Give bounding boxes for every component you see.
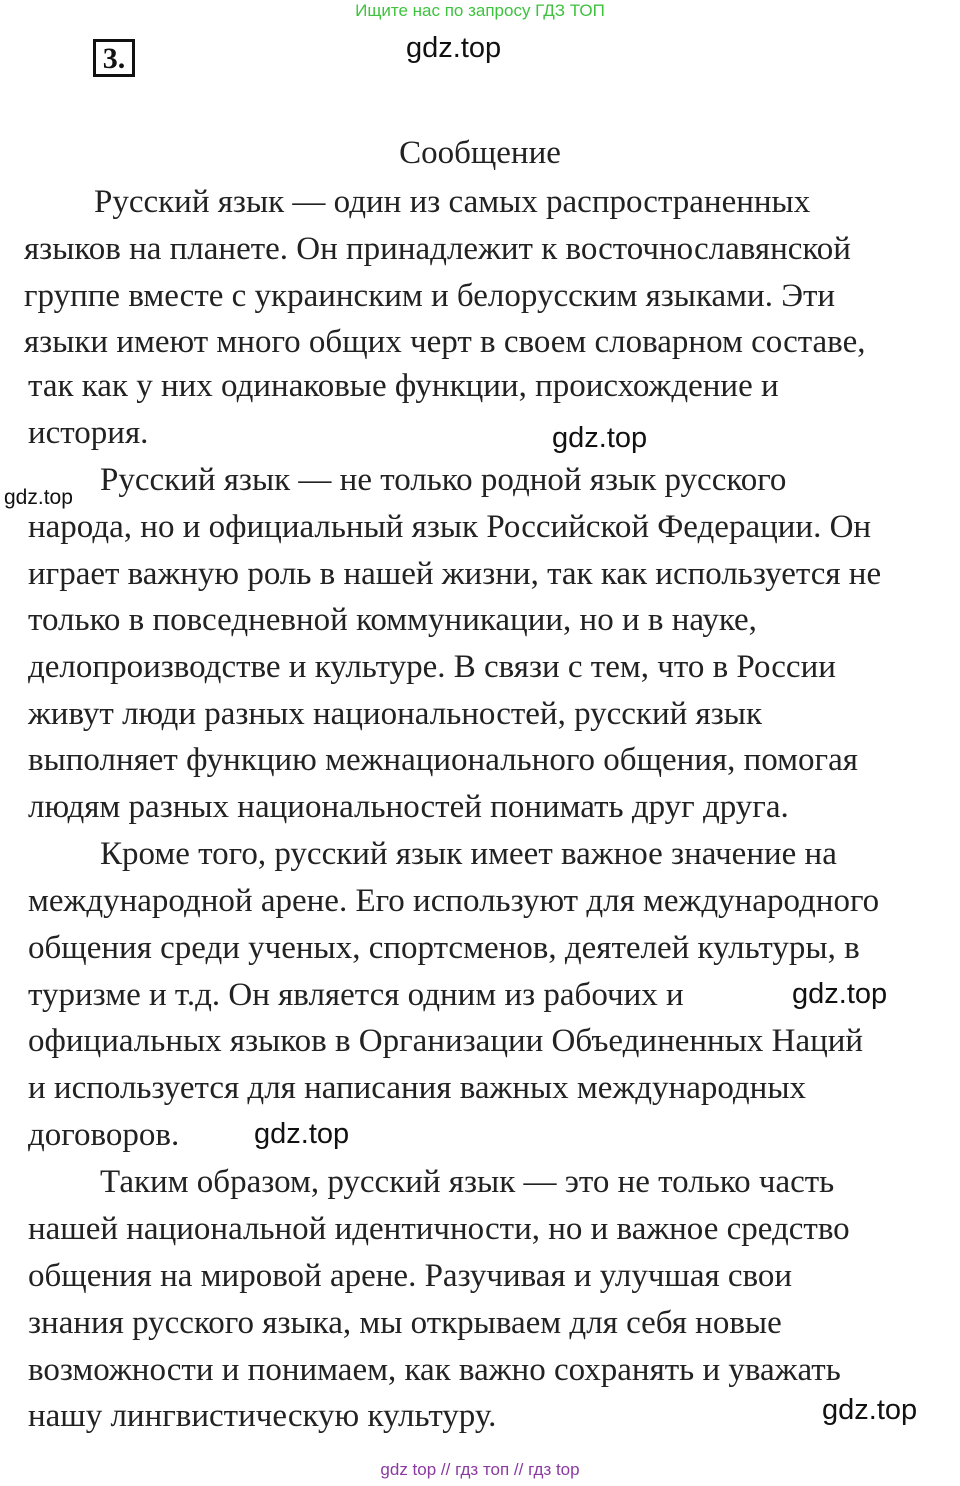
essay-line: договоров. (28, 1117, 180, 1153)
essay-line: делопроизводстве и культуре. В связи с тем, что в России (28, 649, 836, 685)
essay-line: только в повседневной коммуникации, но и в науке, (28, 602, 757, 638)
watermark-mid: gdz.top (552, 422, 648, 454)
essay-line: играет важную роль в нашей жизни, так как используется не (28, 556, 882, 592)
essay-line: и используется для написания важных международных (28, 1070, 807, 1106)
essay-line: история. (28, 415, 149, 451)
essay-line: официальных языков в Организации Объединенных Наций (28, 1023, 864, 1059)
watermark-bottom: gdz.top (822, 1394, 918, 1426)
footer-text: gdz top // гдз топ // гдз top (380, 1460, 580, 1479)
essay-line: туризме и т.д. Он является одним из рабочих и (28, 977, 684, 1013)
essay-line: Русский язык — один из самых распространенных (94, 184, 811, 220)
essay-line: выполняет функцию межнационального общения, помогая (28, 742, 858, 778)
essay-line: общения на мировой арене. Разучивая и улучшая свои (28, 1258, 793, 1294)
watermark-right: gdz.top (792, 978, 888, 1010)
essay-line: международной арене. Его используют для международного (28, 883, 880, 919)
essay-line: Кроме того, русский язык имеет важное значение на (100, 836, 837, 872)
watermark-lower: gdz.top (254, 1118, 350, 1150)
essay-title: Сообщение (399, 135, 561, 171)
top-banner-text: Ищите нас по запросу ГДЗ ТОП (355, 1, 605, 20)
watermark-top: gdz.top (406, 32, 502, 64)
essay-line: Русский язык — не только родной язык русского (100, 462, 787, 498)
essay-line: группе вместе с украинским и белорусским языками. Эти (24, 278, 836, 314)
essay-line: языки имеют много общих черт в своем словарном составе, (24, 324, 866, 360)
essay-line: общения среди ученых, спортсменов, деятелей культуры, в (28, 930, 860, 966)
task-number-box: 3. (93, 39, 135, 77)
watermark-left: gdz.top (4, 486, 73, 509)
essay-line: так как у них одинаковые функции, происхождение и (28, 368, 779, 404)
essay-line: знания русского языка, мы открываем для себя новые (28, 1305, 782, 1341)
essay-line: возможности и понимаем, как важно сохранять и уважать (28, 1352, 841, 1388)
essay-line: народа, но и официальный язык Российской Федерации. Он (28, 509, 872, 545)
essay-line: Таким образом, русский язык — это не только часть (100, 1164, 835, 1200)
essay-line: нашей национальной идентичности, но и важное средство (28, 1211, 850, 1247)
essay-line: языков на планете. Он принадлежит к восточнославянской (24, 231, 851, 267)
essay-line: людям разных национальностей понимать друг друга. (28, 789, 789, 825)
essay-line: нашу лингвистическую культуру. (28, 1398, 497, 1434)
essay-line: живут люди разных национальностей, русский язык (28, 696, 762, 732)
